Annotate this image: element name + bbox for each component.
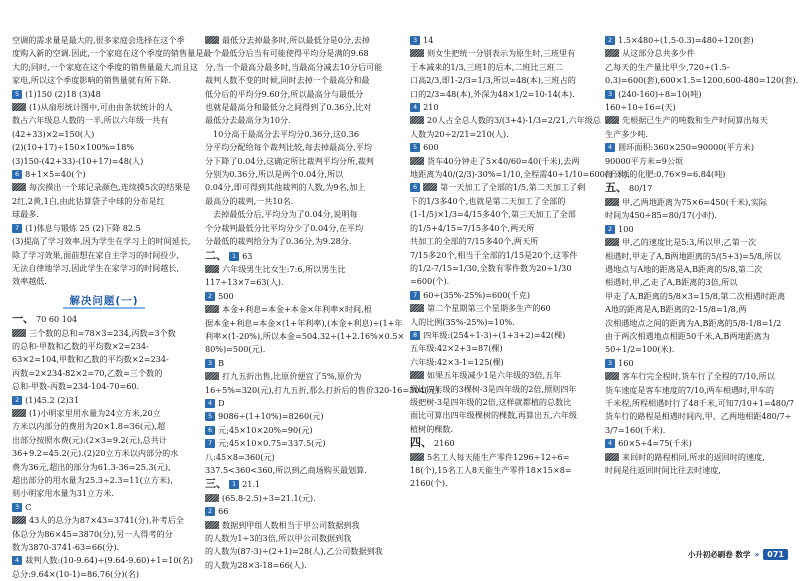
section-number: 五、: [605, 181, 627, 195]
question-number-tag: 4: [410, 103, 420, 112]
explanation-line: 则女生把统一分别表示为原生时,三班里有: [410, 47, 598, 60]
explanation-line: 的人数为(87-3)÷(2+1)=28(人),乙公司数据到我: [205, 546, 383, 557]
text-line: 90000平方米=9公顷: [605, 155, 684, 166]
explanation-line: 相遇时,甲,乙走了A,B距离的3倍,所以: [605, 277, 738, 288]
explanation-line: 口高2/3,即1-2/3=1/3,所以=48(本),三班占的: [410, 75, 576, 86]
explanation-line: 18(个),15名工人8天能生产零件18×15×8=: [410, 465, 572, 475]
explanation-line: 的1/5+4/15=7/15多40个,两天所: [410, 222, 535, 233]
answer-line: 二、 1 63: [205, 248, 253, 262]
explanation-line: 2160(个).: [410, 478, 448, 489]
explanation-line: 甲,乙的速度比是5:3,所以甲,乙第一次: [605, 236, 790, 249]
question-number-tag: 3: [410, 36, 420, 45]
explanation-hatch-icon: [205, 521, 219, 529]
question-number-tag: 4: [605, 143, 615, 152]
text-line: 分最低的裁判给分为了0.36分,为9.28分.: [205, 236, 352, 247]
answer-line: 2 66: [205, 505, 399, 518]
explanation-line: 50÷1/2=100(米).: [605, 344, 675, 355]
explanation-hatch-icon: [410, 116, 424, 124]
question-number-tag: 3: [605, 90, 615, 99]
explanation-line: 客车行完全程时,货车行了全程的7/10,所以: [605, 370, 790, 383]
explanation-line: 最低分去掉最多时,所以最低分是0分,去掉: [205, 34, 399, 47]
explanation-hatch-icon: [410, 453, 424, 461]
explanation-line: 先根据已生产的吨数和生产时间算出每天: [605, 114, 790, 127]
explanation-line: 出部分按照水费(元):(2×3=9.2(元),总共计: [12, 434, 167, 445]
text-line: 大的;同时,一个家庭在这个季度的销售量最大,而且这: [12, 61, 198, 72]
explanation-line: (1)从扇形统计图中,可由由条状统计的人: [12, 101, 196, 114]
question-number-tag: 3: [12, 503, 22, 512]
answer-line: 7 元;45×10×0.75=337.5(元): [205, 437, 399, 450]
explanation-line: 一个最低分后当有可能使得平均分是满的9.68: [205, 48, 369, 59]
explanation-line: 遇地点与A地的距离是A,B距离的5/8,第二次: [605, 263, 763, 274]
explanation-line: 每次摸出一个球记录颜色,连续摸5次的结果是: [12, 181, 196, 194]
explanation-line: 级把树-3是四年级的2倍,这样就都植的总数比: [410, 396, 572, 407]
question-number-tag: 4: [205, 399, 215, 408]
answer-line: 一、 70 60 104: [12, 312, 78, 326]
question-number-tag: 3: [605, 359, 615, 368]
explanation-line: 三个数的总和=78×3=234,丙数=3个数: [12, 327, 196, 340]
explanation-line: A地的距离是A,B距离的2-15/8=1/8,两: [605, 304, 747, 315]
explanation-line: (2)(10+17)÷150×100%=18%: [12, 142, 135, 153]
explanation-line: 16÷5%=320(元),打九五折,那么打折后的售价320-16=304(元).: [205, 384, 442, 395]
explanation-hatch-icon: [423, 183, 437, 191]
answer-line: 5 600: [410, 141, 598, 154]
explanation-line: 分,当一个最高分最多时,当最高分减去10分后可能: [205, 61, 383, 72]
explanation-hatch-icon: [205, 494, 219, 502]
text-line: 无法自律地学习,因此学生在家学习的时间越长,: [12, 262, 180, 273]
question-number-tag: 6: [410, 183, 420, 192]
explanation-line: 体总分为86×45=3870(分),另一人得考的分: [12, 528, 173, 539]
explanation-line: 球最多.: [12, 209, 39, 220]
answer-line: 4 60×5÷4=75(千米): [605, 437, 790, 450]
text-line: 五年级:42×2+3=87(棵): [410, 343, 503, 354]
explanation-line: 由于两次相遇地点相距50千米,A,B两地距离为: [605, 330, 770, 341]
text-line: (3)提高了学习效率,因为学生在学习上的时间延长,: [12, 236, 191, 247]
explanation-hatch-icon: [12, 516, 26, 524]
explanation-hatch-icon: [410, 304, 424, 312]
text-line: 效率越低.: [12, 276, 47, 287]
explanation-hatch-icon: [410, 157, 424, 165]
explanation-hatch-icon: [605, 453, 619, 461]
explanation-line: 级比四年级的3棵树-3是四年级的2倍,照则四年: [410, 383, 577, 394]
explanation-line: 的人数为1÷3的3倍,所以甲公司数据到我: [205, 533, 352, 544]
explanation-hatch-icon: [605, 116, 619, 124]
explanation-line: 5名工人每天能生产零件1296÷12÷6=: [410, 451, 598, 464]
explanation-line: 裁判人数不变的时候,同时去掉一个最高分和最: [205, 75, 370, 86]
explanation-line: 费为36元,超出的部分为61.3-36=25.3(元),: [12, 461, 171, 472]
answer-line: 7 60÷(35%-25%)=600(千克): [410, 289, 598, 302]
explanation-line: 117÷13×7=63(人).: [205, 277, 284, 288]
explanation-hatch-icon: [12, 409, 26, 417]
explanation-hatch-icon: [205, 305, 219, 313]
explanation-line: 下的1/3多40个,也就是第二天加工了全部的: [410, 195, 566, 206]
text-line: 337.5<360<360,所以到乙商场购买最划算.: [205, 465, 367, 475]
text-line: 分下降了0.04分,这确定所比裁判平均分所,裁判: [205, 155, 374, 166]
section-number: 一、: [12, 312, 34, 326]
explanation-line: 的1/2-7/15=1/30,全数有零件数为20÷1/30: [410, 262, 572, 273]
question-number-tag: 7: [12, 224, 22, 233]
explanation-line: 六年级男生比女生:7:6,所以男生比: [205, 263, 399, 276]
question-number-tag: 5: [410, 143, 420, 152]
explanation-line: 3/7=160(千米).: [605, 424, 666, 435]
explanation-line: 本金+利息=本金+本金×年利率×时间,根: [205, 303, 399, 316]
explanation-line: 低分后的平均分9.60分,所以最高分与最低分: [205, 88, 364, 99]
question-number-tag: 4: [12, 556, 22, 565]
question-number-tag: 7: [410, 291, 420, 300]
text-line: 总分:9.64×(10-1)=86.76(分)(名): [12, 568, 139, 579]
explanation-line: 次相遇地点之间的距离为A,B距离的5/8-1/8=1/2: [605, 317, 782, 328]
text-line: 度购入新的空调.因此,一个家庭在这个季度的销售量是最: [12, 48, 212, 59]
explanation-line: 80%)=500(元).: [205, 344, 266, 355]
explanation-hatch-icon: [205, 265, 219, 273]
text-line: 六年级:42×3-1=125(棵): [410, 356, 504, 367]
explanation-line: 的总和-甲数和乙数的平均数×2=234-: [12, 340, 149, 351]
text-line: 0.04分,即可得到其他裁判的人数,为9名,加上: [205, 182, 366, 193]
text-line: 家电,所以这个季度影响的销售量就有所下降.: [12, 75, 171, 86]
explanation-hatch-icon: [605, 49, 619, 57]
answer-line: 2 1.5×480÷(1.5-0.3)=480÷120(套): [605, 34, 790, 47]
question-number-tag: 3: [205, 359, 215, 368]
explanation-line: 7/15多20个,相当于全部的1/15是20个,这零件: [410, 249, 578, 260]
text-line: 空调的需求量是最大的,很多家庭会选择在这个季: [12, 35, 185, 45]
answer-line: 三、 1 21.1: [205, 477, 261, 491]
explanation-line: 63×2=104,甲数和乙数的平均数×2=234-: [12, 354, 169, 365]
answer-line: 3 14: [410, 34, 598, 47]
explanation-line: (65.8-2.5)÷3=21.1(元).: [205, 492, 399, 505]
answer-line: 7 (1)体息与锻炼 25 (2)下降 82.5: [12, 222, 196, 235]
explanation-line: 甲,乙两地距离为75×6=450(千米),实际: [605, 196, 790, 209]
explanation-line: 于本减来的1/3,三班1的后本,二班比三班二: [410, 61, 563, 72]
explanation-line: 数据到甲组人数相当于甲公司数据到我: [205, 519, 399, 532]
answer-line: 6 元;45×10×20%=90(元): [205, 424, 399, 437]
explanation-line: 时间是往返回时间比往去时速度,: [605, 465, 721, 475]
text-line: 每公顷的化肥:0.76×9=6.84(吨): [605, 169, 726, 180]
explanation-line: 20人占全总人数的3/(3+4)-1/3=2/21,六年级总: [410, 114, 598, 127]
explanation-line: 第二个星期第三个星期多生产的60: [410, 302, 598, 315]
explanation-line: 数为3870-3741-63=66(分).: [12, 542, 120, 553]
question-number-tag: 1: [229, 252, 239, 261]
explanation-line: 植树的棵数.: [410, 423, 454, 434]
column-1: [12, 34, 212, 581]
answer-line: 3 C: [12, 501, 196, 514]
book-title: 小升初必刷卷 数学: [687, 550, 751, 559]
explanation-hatch-icon: [605, 372, 619, 380]
answer-line: 3 B: [205, 357, 399, 370]
answer-line: 8 四年级:(254÷1-3)÷(1+3+2)=42(棵): [410, 329, 598, 342]
explanation-line: 则小明家用水量为31立方米.: [12, 488, 114, 499]
explanation-hatch-icon: [205, 36, 219, 44]
section-heading: 解决问题(一): [12, 295, 196, 308]
explanation-line: 地距离为40/(2/3)-30%=1/10,全程需40÷1/10=600(千米).: [410, 169, 630, 180]
explanation-line: 面比可算出四年级棵树的棵数,再算出五,六年级: [410, 410, 578, 421]
question-number-tag: 2: [205, 507, 215, 516]
question-number-tag: 1: [229, 480, 239, 489]
explanation-line: 共加工的全部的7/15多40个,两天所: [410, 236, 539, 247]
explanation-line: 货车速度是客车速度的7/10,两车相遇时,甲车的: [605, 384, 775, 395]
explanation-line: 口的2/3=48(本),外深为48×1/2=10-14(本).: [410, 88, 575, 99]
explanation-hatch-icon: [605, 198, 619, 206]
question-number-tag: 6: [12, 170, 22, 179]
chevron-right-icon: »: [754, 550, 760, 559]
explanation-hatch-icon: [12, 103, 26, 111]
text-line: 160÷10÷16=(天): [605, 102, 676, 113]
explanation-line: 据本金+利息=本金×(1+年利率),(本金+利息)÷(1+年: [205, 317, 403, 328]
explanation-line: 43人的总分为87×43=3741(分),补考后全: [12, 514, 196, 527]
answer-line: 2 500: [205, 290, 399, 303]
page-number: 071: [763, 549, 788, 560]
explanation-line: 相遇时,甲走了A,B两地距离的5/(5+3)=5/8,所以: [605, 250, 781, 261]
answer-line: 四、 2160: [410, 436, 455, 450]
explanation-hatch-icon: [12, 183, 26, 191]
explanation-line: 时间为450÷85=80/17(小时).: [605, 210, 717, 221]
explanation-line: 2红,2黄,1白,由此估算袋子中球的分布是红: [12, 195, 165, 206]
explanation-line: 丙数=2×234-82×2=70,乙数=三个数的: [12, 367, 163, 378]
answer-line: 6 8+1×5=40(个): [12, 168, 196, 181]
answer-line: 5 (1)150 (2)18 (3)48: [12, 88, 196, 101]
explanation-line: 人数为20÷2/21=210(人).: [410, 128, 509, 139]
explanation-line: 超出部分的用水量为25.3÷2.3=11(立方米),: [12, 475, 173, 485]
explanation-hatch-icon: [410, 371, 424, 379]
column-4: [605, 34, 799, 477]
section-number: 三、: [205, 477, 227, 491]
explanation-line: 来回时的路程相同,所求的返回时的速度,: [605, 451, 790, 464]
explanation-line: 利率×(1-20%),所以本金=504.32÷(1+2.16%×0.5×: [205, 330, 405, 341]
text-line: 分别为0.36分,所以是两个0.04分,所以: [205, 169, 344, 180]
explanation-line: (3)150-(42+33)-(10+17)=48(人): [12, 155, 144, 166]
question-number-tag: 2: [605, 36, 615, 45]
explanation-line: 总和-甲数-丙数=234-104-70=60.: [12, 381, 140, 392]
question-number-tag: 7: [205, 439, 215, 448]
explanation-line: 人的比例(35%-25%)=10%.: [410, 316, 515, 327]
answer-line: 2 (1)45.2 (2)31: [12, 394, 196, 407]
text-line: 分平均分配给每个裁判比较,每去掉最高分,平均: [205, 142, 373, 153]
answer-line: 4 D: [205, 397, 399, 410]
explanation-line: 打九五折出售,比原价便宜了5%,原价为: [205, 370, 399, 383]
text-line: 八:45×8=360(元): [205, 451, 275, 462]
text-line: 10分高于最高分去平均分0.36分,这0.36: [213, 128, 360, 139]
question-number-tag: 8: [410, 331, 420, 340]
explanation-line: 甲走了A,B距离的5/8×3=15/8,第二次相遇时距离: [605, 290, 786, 301]
text-line: 去掉最低分后,平均分为了0.04分,说明每: [213, 209, 358, 220]
answer-line: 4 裁判人数:(10-9.64)÷(9.64-9.60)+1=10(名): [12, 554, 196, 567]
answer-line: 五、 80/17: [605, 181, 653, 195]
explanation-line: 方米以内部分的费用为20×1.8=36(元),超: [12, 421, 166, 432]
section-number: 二、: [205, 248, 227, 262]
answer-line: 5 9086÷(1+10%)=8260(元): [205, 410, 399, 423]
answer-line: 3 160: [605, 357, 790, 370]
section-number: 四、: [410, 436, 432, 450]
question-number-tag: 4: [605, 439, 615, 448]
question-number-tag: 6: [205, 426, 215, 435]
explanation-line: 36+9.2=45.2(元).(2)20立方米以内部分的水: [12, 448, 179, 459]
question-number-tag: 5: [12, 90, 22, 99]
answer-line: 4 圆环面积:360×250=90000(平方米): [605, 141, 790, 154]
explanation-line: (1-1/5)×1/3=4/15多40个,第三天加工了全部: [410, 209, 576, 220]
question-number-tag: 2: [605, 225, 615, 234]
explanation-line: 最低分去最高分为10分.: [205, 115, 291, 126]
answer-line: 6 第一天加工了全部的1/5,第二天加工了剩: [410, 181, 598, 194]
answer-line: 4 210: [410, 101, 598, 114]
explanation-line: 如果五年级减少1是六年级的3倍,五年: [410, 369, 598, 382]
text-line: 除了学习效果,面前想在家自主学习的时间投少,: [12, 249, 180, 260]
explanation-hatch-icon: [410, 49, 424, 57]
answer-line: 2 100: [605, 223, 790, 236]
answer-line: 3 (240-160)÷8=10(吨): [605, 88, 790, 101]
explanation-line: 千米程,所程相遇时行了48千米,可知7/10+1=480/7: [605, 397, 794, 408]
explanation-line: 的人数为28×3-18=66(人).: [205, 559, 307, 570]
explanation-line: (42+33)×2=150(人): [12, 128, 95, 139]
explanation-line: 从这部分总共多少件: [605, 47, 790, 60]
explanation-line: 也就是最高分和最低分之间得到了0.36分,比对: [205, 102, 372, 113]
explanation-line: 货车行的路程是相遇时间内,甲、乙两地相距480/7÷: [605, 411, 792, 422]
text-line: 个分裁判最低分比平均分少了0.04分,在平均: [205, 222, 364, 233]
page-footer: [688, 549, 788, 560]
explanation-hatch-icon: [205, 372, 219, 380]
question-number-tag: 2: [205, 292, 215, 301]
explanation-line: =600(个).: [410, 276, 450, 287]
explanation-hatch-icon: [12, 329, 26, 337]
explanation-line: 生产多少吨.: [605, 128, 649, 139]
explanation-line: 数占六年级总人数的一半,所以六年级一共有: [12, 115, 169, 126]
text-line: 最高分的裁判,一共10名.: [205, 195, 294, 206]
explanation-line: 乙每天的生产量比甲少,720÷(1.5-: [605, 61, 730, 72]
explanation-line: 0.3)=600(套),600×1.5=1200,600-480=120(套).: [605, 75, 799, 86]
explanation-line: 货车40分钟走了5×40/60=40(千米),去两: [410, 155, 598, 168]
question-number-tag: 2: [12, 396, 22, 405]
explanation-line: (1)小明家里用水量为24立方米,20立: [12, 407, 196, 420]
question-number-tag: 5: [205, 412, 215, 421]
explanation-hatch-icon: [605, 238, 619, 246]
